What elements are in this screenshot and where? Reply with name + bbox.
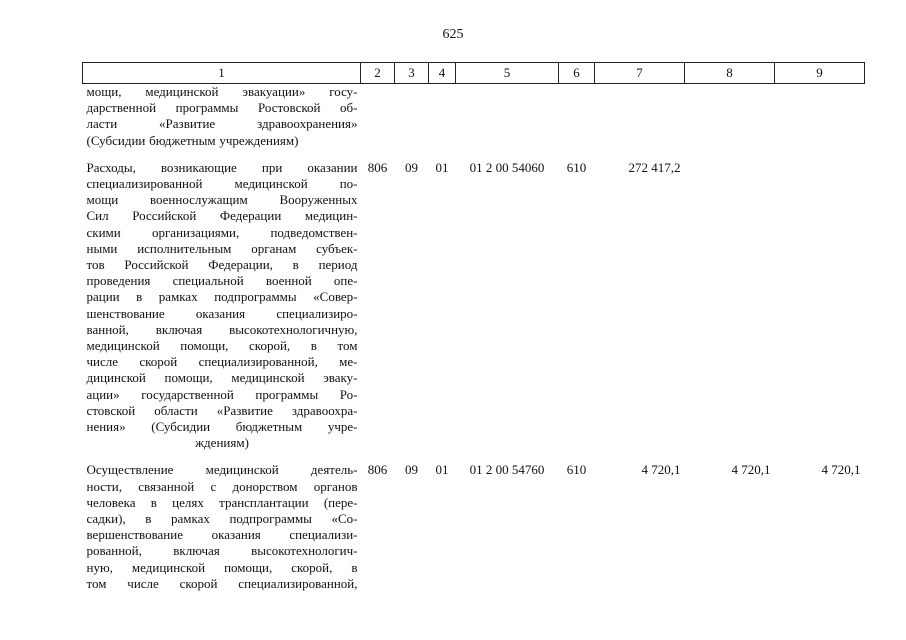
description-line: медицинской помощи, скорой, в том [86,338,358,354]
cell-subsection [429,84,456,149]
description-line: человека в целях трансплантации (пере- [86,494,358,510]
description-line: ности, связанной с донорством органов [86,478,358,494]
page-number: 625 [442,27,464,42]
cell-amount-1: 272 417,2 [628,159,681,175]
description-line: дарственной программы Ростовской об- [86,100,358,116]
header-col-3: 3 [395,63,429,84]
description-line: ласти «Развитие здравоохранения» [86,116,358,132]
row-description [83,149,361,452]
cell-target-code: 01 2 00 54760 [469,462,545,478]
description-line: садки), в рамках подпрограммы «Со- [86,511,358,527]
description-line: Сил Российской Федерации медицин- [86,208,358,224]
description-line: стовской области «Развитие здравоохра- [86,402,358,418]
description-line: шенствование оказания специализиро- [86,305,358,321]
header-col-2: 2 [361,63,395,84]
description-line: специализированной медицинской по- [86,176,358,192]
cell-amount-1: 4 720,1 [641,462,681,478]
row-description [83,451,361,592]
cell-amount-2 [685,149,775,452]
header-row [83,63,865,84]
cell-section [395,84,429,149]
description-line: проведения специальной военной опе- [86,273,358,289]
row-description [83,84,361,149]
cell-amount-3 [775,149,865,452]
description-line: ждениям) [195,435,249,451]
cell-amount-3 [775,84,865,149]
header-col-6: 6 [559,63,595,84]
description-line: ванной, включая высокотехнологичную, [86,321,358,337]
header-col-1: 1 [83,63,361,84]
header-col-7: 7 [595,63,685,84]
description-line: нения» (Субсидии бюджетным учре- [86,419,358,435]
budget-table [82,62,865,592]
description-line: числе скорой специализированной, ме- [86,354,358,370]
description-line: Расходы, возникающие при оказании [86,159,358,175]
cell-expense-type: 610 [566,462,587,478]
description-line: мощи военнослужащим Вооруженных [86,192,358,208]
cell-ministry: 806 [367,159,388,175]
description-line: ными исполнительным органам субъек- [86,240,358,256]
header-col-4: 4 [429,63,456,84]
description-line: (Субсидии бюджетным учреждениям) [86,132,299,148]
description-line: мощи, медицинской эвакуации» госу- [86,84,358,99]
table-row [83,84,865,149]
description-line: рации в рамках подпрограммы «Совер- [86,289,358,305]
description-line: рованной, включая высокотехнологич- [86,543,358,559]
cell-amount-1 [595,84,685,149]
header-col-8: 8 [685,63,775,84]
cell-subsection: 01 [435,462,449,478]
header-col-5: 5 [456,63,559,84]
cell-section: 09 [405,462,418,478]
description-line: скими организациями, подведомствен- [86,224,358,240]
cell-subsection: 01 [435,159,449,175]
cell-expense-type [559,84,595,149]
description-line: тов Российской Федерации, в период [86,257,358,273]
table-row [83,451,865,592]
cell-amount-2 [685,84,775,149]
cell-ministry: 806 [367,462,388,478]
cell-amount-2: 4 720,1 [731,462,771,478]
cell-section: 09 [405,159,418,175]
description-line: дицинской помощи, медицинской эваку- [86,370,358,386]
description-line: Осуществление медицинской деятель- [86,462,358,478]
description-line: ации» государственной программы Ро- [86,386,358,402]
cell-target-code [456,84,559,149]
cell-ministry [361,84,395,149]
description-line: том числе скорой специализированной, [86,575,358,591]
cell-target-code: 01 2 00 54060 [469,159,545,175]
cell-expense-type: 610 [566,159,587,175]
header-col-9: 9 [775,63,865,84]
cell-amount-3: 4 720,1 [821,462,861,478]
table-row [83,149,865,452]
description-line: ную, медицинской помощи, скорой, в [86,559,358,575]
description-line: вершенствование оказания специализи- [86,527,358,543]
